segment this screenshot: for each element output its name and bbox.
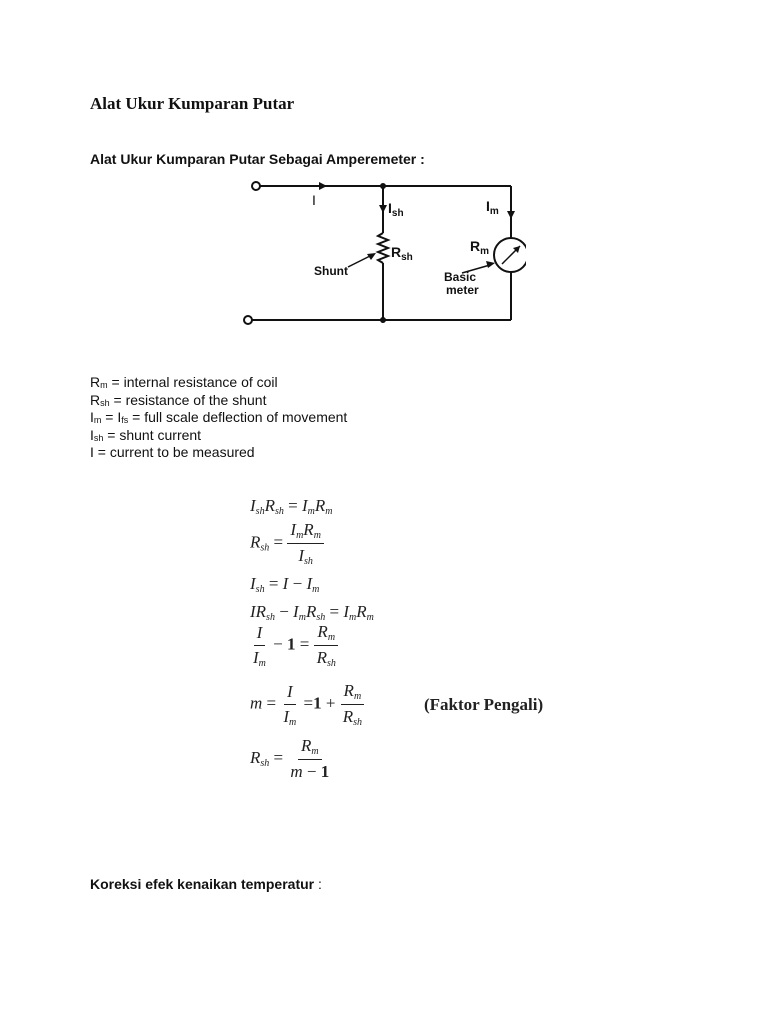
definition-im: $I_m = I_{fs}$ = full scale deflection of movement	[90, 409, 348, 426]
input-terminal-top	[252, 182, 260, 190]
correction-heading: Koreksi efek kenaikan temperatur :	[90, 876, 322, 892]
section-heading: Alat Ukur Kumparan Putar Sebagai Amperemeter :	[90, 151, 425, 167]
basic-meter-line2: meter	[446, 283, 479, 297]
meter-current-label: $I_m$	[486, 198, 499, 217]
ammeter-shunt-circuit-diagram	[236, 165, 526, 333]
basic-meter-line1: Basic	[444, 270, 477, 284]
definition-ish: $I_{sh}$ = shunt current	[90, 426, 202, 443]
definition-rsh: $R_{sh}$ = resistance of the shunt	[90, 391, 267, 408]
junction-bottom	[380, 317, 386, 323]
current-label: I	[312, 192, 316, 208]
page-title: Alat Ukur Kumparan Putar	[90, 94, 295, 113]
definition-i: I = current to be measured	[90, 444, 255, 461]
shunt-text: Shunt	[314, 264, 348, 278]
definition-rm: $R_m$ = internal resistance of coil	[90, 374, 278, 390]
shunt-resistor	[378, 233, 388, 263]
meter-resistance-label: $R_m$	[470, 238, 490, 257]
meter-current-arrow	[507, 211, 515, 219]
junction-top	[380, 183, 386, 189]
shunt-pointer-arrow	[348, 255, 372, 267]
shunt-resistor-label: $R_{sh}$	[391, 244, 413, 263]
shunt-current-label: $I_{sh}$	[388, 200, 404, 219]
basic-meter-symbol	[494, 238, 526, 272]
faktor-pengali-label: (Faktor Pengali)	[424, 695, 544, 714]
shunt-current-arrow	[379, 205, 387, 213]
input-terminal-bottom	[244, 316, 252, 324]
current-arrow	[319, 182, 327, 190]
symbol-definitions	[90, 374, 347, 462]
